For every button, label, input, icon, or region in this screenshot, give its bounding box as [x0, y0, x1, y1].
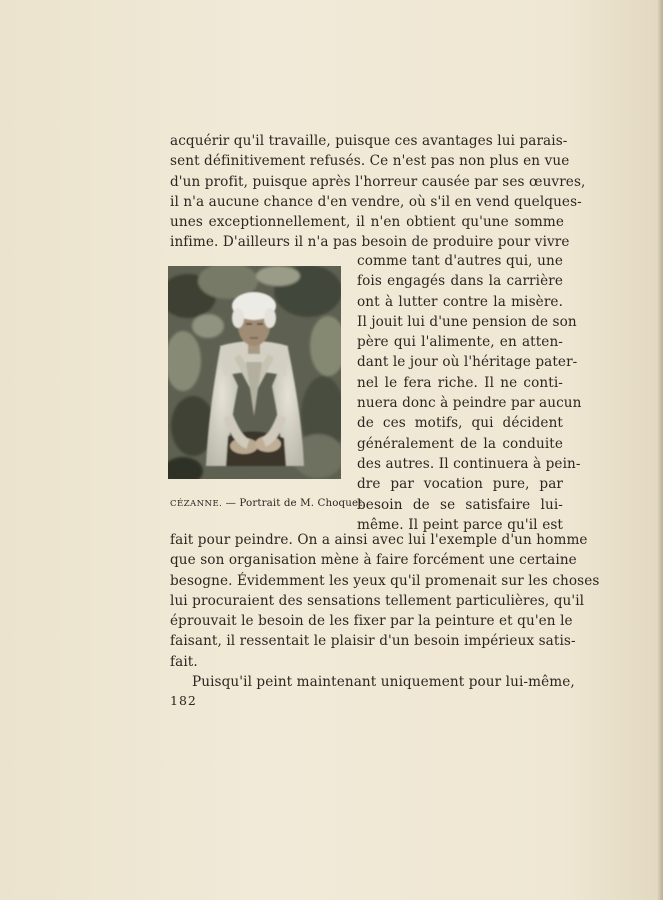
- text-line: des autres. Il continuera à pein-: [357, 455, 581, 472]
- text-line: même. Il peint parce qu'il est: [357, 516, 563, 533]
- text-line: faisant, il ressentait le plaisir d'un besoin impérieux satis-: [170, 633, 576, 650]
- text-line: père qui l'alimente, en atten-: [357, 334, 563, 351]
- text-line: unes exceptionnellement, il n'en obtient qu'une somme: [170, 214, 564, 231]
- text-block-bottom: [170, 530, 600, 692]
- portrait-of-choquet-image: [168, 266, 341, 479]
- text-line: nel le fera riche. Il ne conti-: [357, 374, 563, 391]
- text-line: nuera donc à peindre par aucun: [357, 395, 582, 412]
- text-line: fait pour peindre. On a ainsi avec lui l'exemple d'un homme: [170, 532, 588, 548]
- text-block-wrapped: [357, 251, 582, 535]
- text-line: besogne. Évidemment les yeux qu'il promenait sur les choses: [170, 572, 600, 589]
- text-line: besoin de se satisfaire lui-: [357, 496, 563, 513]
- caption-author: CÉZANNE.: [170, 499, 223, 509]
- text-line: généralement de la conduite: [357, 435, 563, 452]
- text-line: acquérir qu'il travaille, puisque ces avantages lui parais-: [170, 133, 568, 149]
- text-line: sent définitivement refusés. Ce n'est pas non plus en vue: [170, 153, 570, 170]
- text-line: Il jouit lui d'une pension de son: [357, 313, 577, 330]
- figure-caption: [170, 497, 366, 509]
- text-line: infime. D'ailleurs il n'a pas besoin de produire pour vivre: [170, 234, 570, 251]
- text-line: dre par vocation pure, par: [357, 476, 563, 493]
- text-line: que son organisation mène à faire forcément une certaine: [170, 552, 577, 569]
- text-line: de ces motifs, qui décident: [357, 415, 563, 432]
- text-line: fois engagés dans la carrière: [357, 273, 563, 290]
- text-line: éprouvait le besoin de les fixer par la peinture et qu'en le: [170, 613, 573, 630]
- text-line: lui procuraient des sensations tellement particulières, qu'il: [170, 592, 585, 609]
- text-line: dant le jour où l'héritage pater-: [357, 354, 578, 371]
- page-number: 182: [170, 693, 197, 708]
- caption-title: — Portrait de M. Choquet.: [222, 497, 366, 509]
- text-line: ont à lutter contre la misère.: [357, 293, 563, 310]
- portrait-figure: [168, 266, 341, 479]
- text-line-new-paragraph: Puisqu'il peint maintenant uniquement pour lui-même,: [192, 674, 575, 691]
- text-block-top: [170, 131, 586, 253]
- text-line: d'un profit, puisque après l'horreur causée par ses œuvres,: [170, 173, 586, 190]
- text-line: fait.: [170, 653, 198, 670]
- text-line: comme tant d'autres qui, une: [357, 253, 563, 269]
- text-line: il n'a aucune chance d'en vendre, où s'il en vend quelques-: [170, 193, 582, 210]
